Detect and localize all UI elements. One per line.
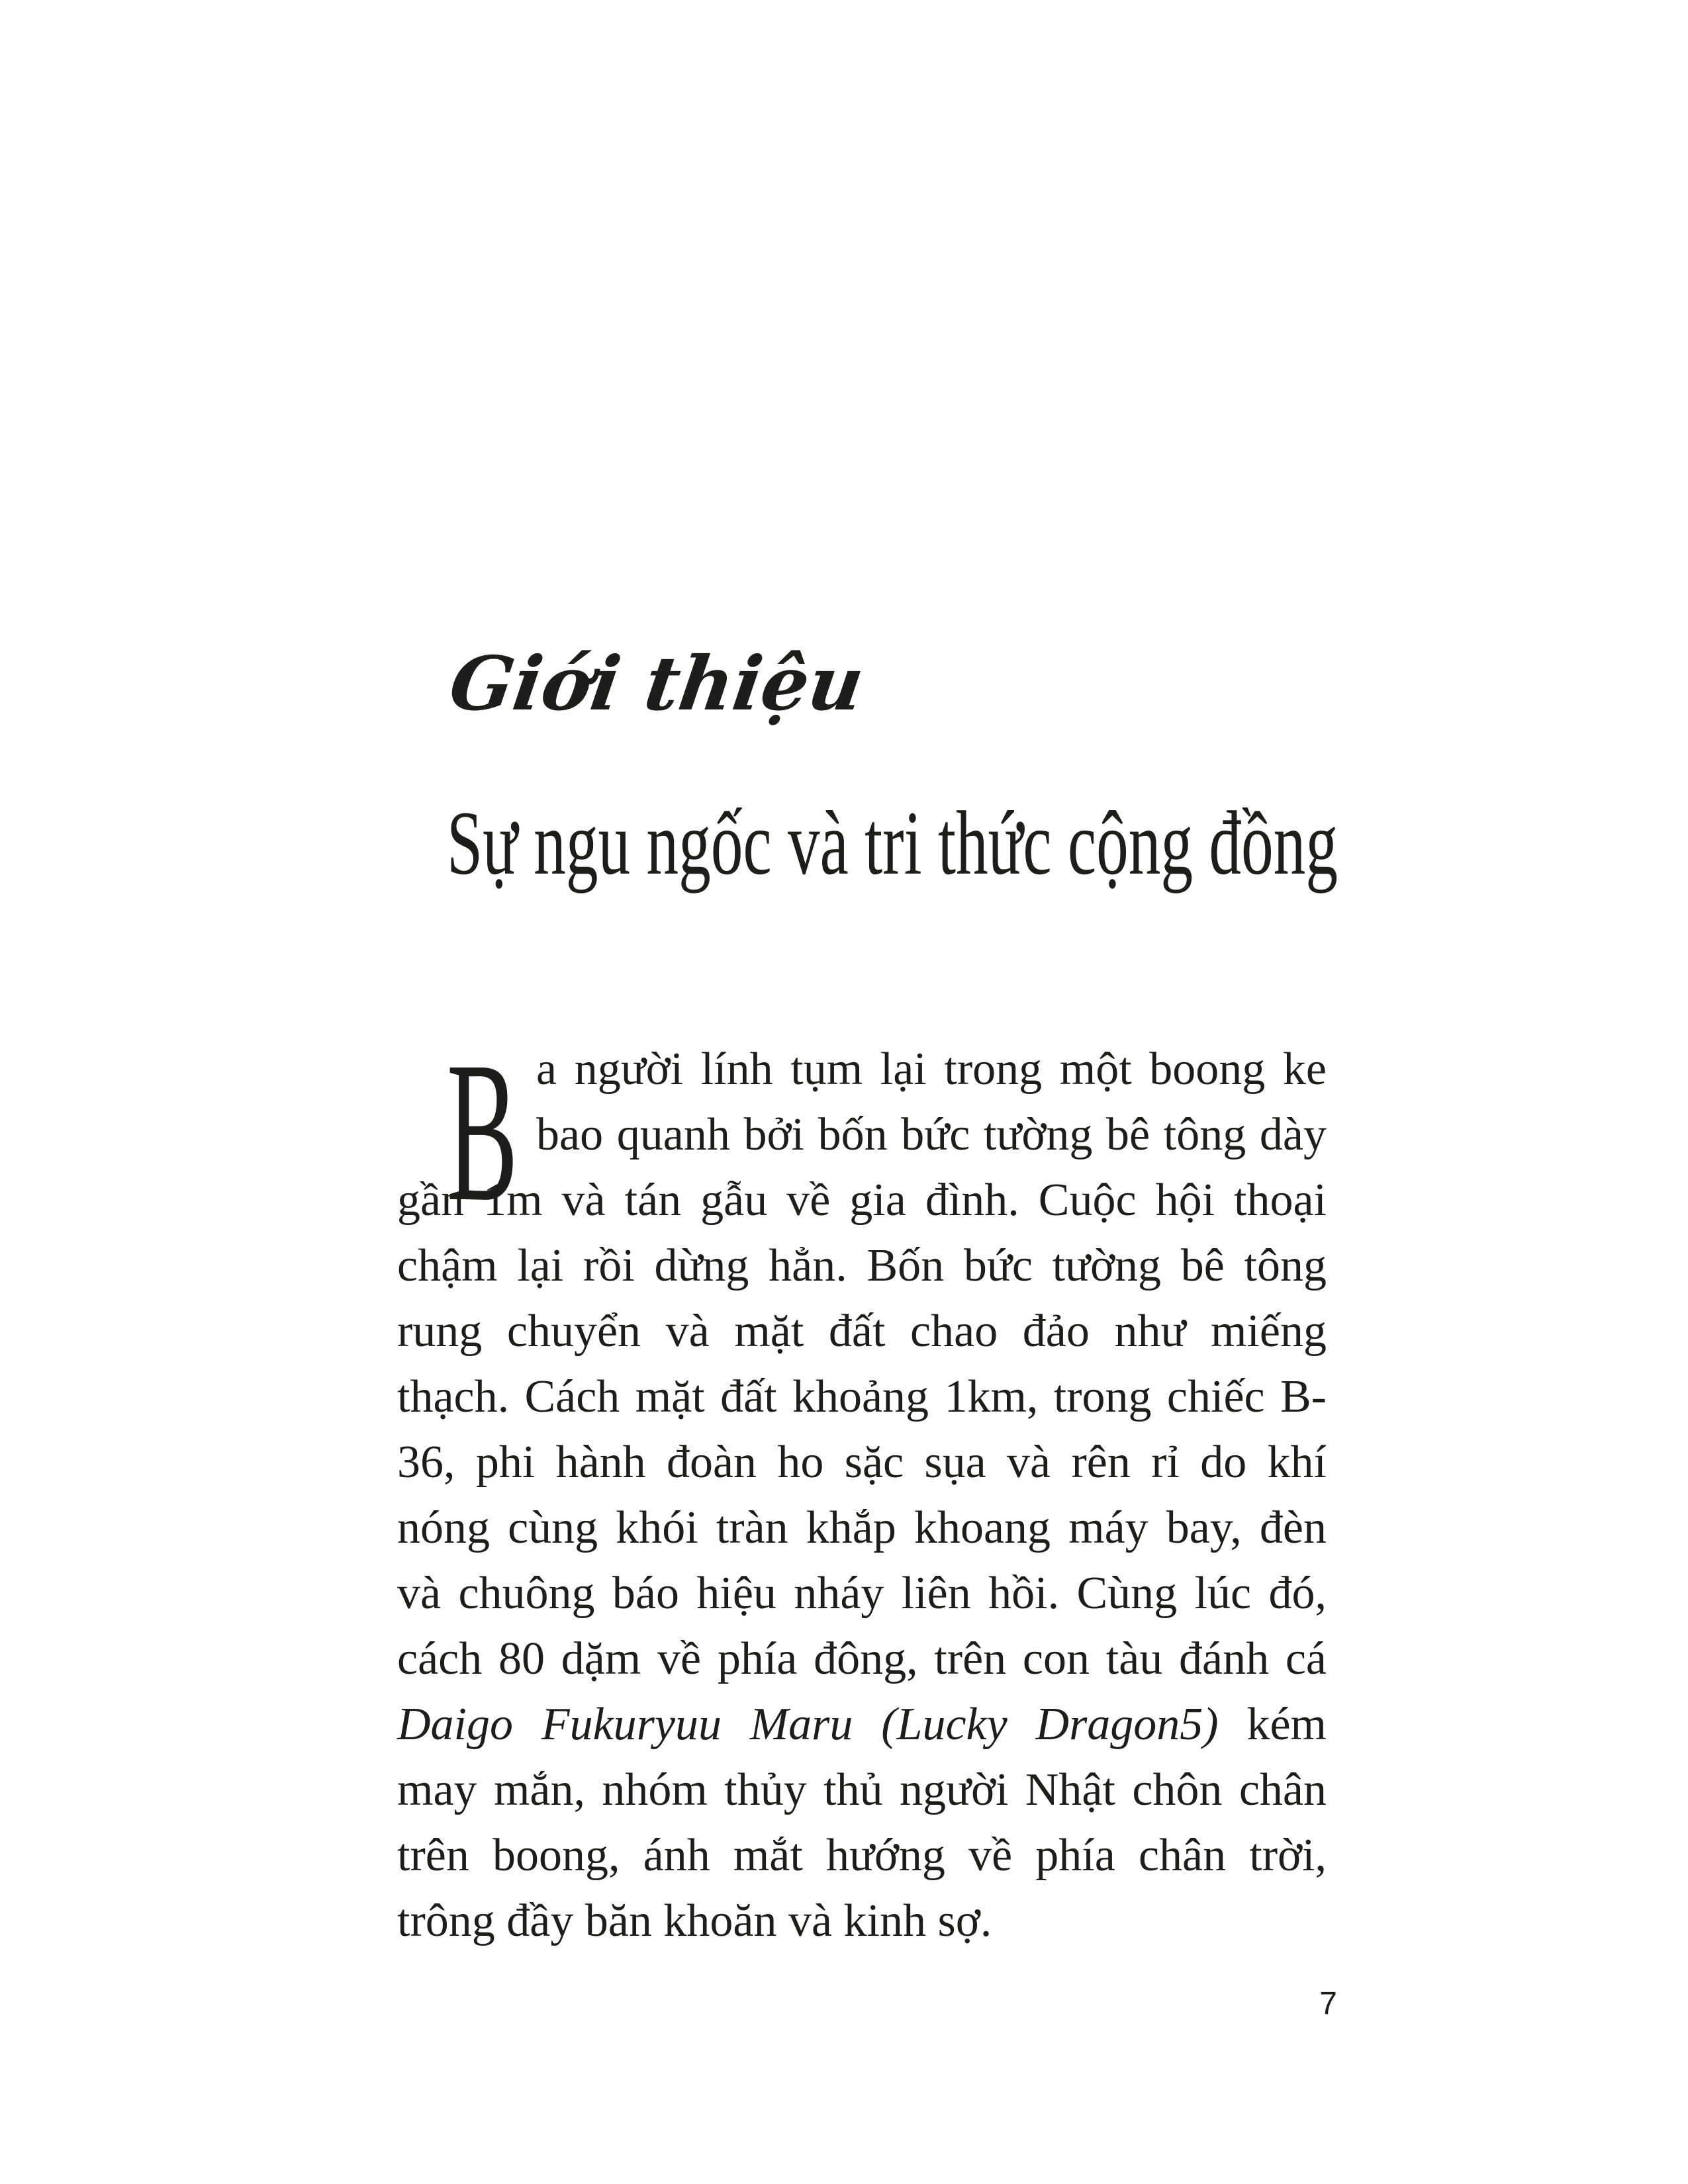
paragraph-text-end: kém may mắn, nhóm thủy thủ người Nhật chôn chân trên boong, ánh mắt hướng về phía chân trời, trông đầy băn khoăn và kinh sợ. (397, 1699, 1327, 1946)
boat-name-italic: Daigo Fukuryuu Maru (Lucky Dragon5) (397, 1699, 1219, 1750)
dropcap-letter: B (447, 1020, 518, 1243)
chapter-title-block (447, 774, 1347, 913)
dropcap-spacer (397, 1036, 536, 1167)
paragraph-text-start: a người lính tụm lại trong một boong ke bao quanh bởi bốn bức tường bê tông dày gần 1m và tán gẫu về gia đình. Cuộc hội thoại chậm lại rồi dừng hẳn. Bốn bức tường bê tông rung chuyển và mặt đất chao đảo như miếng thạch. Cách mặt đất khoảng 1km, trong chiếc B-36, phi hành đoàn ho sặc sụa và rên rỉ do khí nóng cùng khói tràn khắp khoang máy bay, đèn và chuông báo hiệu nháy liên hồi. Cùng lúc đó, cách 80 dặm về phía đông, trên con tàu đánh cá (397, 1044, 1327, 1684)
page-number: 7 (1319, 1986, 1337, 2021)
chapter-title: Sự ngu ngốc và tri thức cộng đồng (447, 792, 1338, 893)
body-paragraph (397, 1036, 1327, 1954)
section-kicker: Giới thiệu (444, 641, 869, 727)
